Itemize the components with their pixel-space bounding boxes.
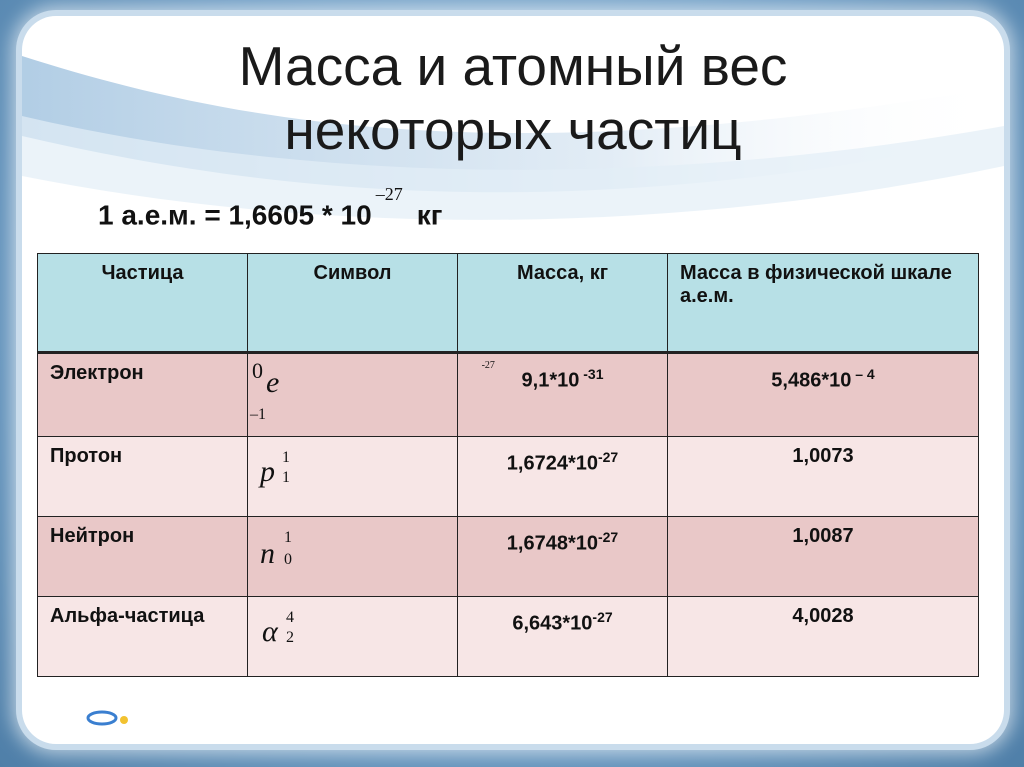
mass-exponent: -27 — [597, 449, 619, 465]
page-title — [22, 34, 1004, 162]
symbol-base: α — [262, 615, 278, 648]
amu-value: 4,0028 — [792, 605, 854, 627]
symbol-superscript: 1 — [284, 529, 292, 546]
symbol-superscript: 0 — [252, 358, 263, 383]
mass-exponent: -31 — [579, 366, 604, 382]
particle-symbol — [248, 353, 495, 437]
table-header-row — [38, 254, 979, 353]
title-line-1: Масса и атомный вес — [238, 35, 788, 97]
slide — [22, 16, 1004, 744]
mass-value: 1,6748*10 — [506, 532, 598, 555]
symbol-subscript: –1 — [250, 406, 266, 423]
symbol-subscript: 1 — [282, 469, 290, 486]
table-row — [38, 437, 979, 517]
header-symbol: Символ — [248, 254, 458, 353]
mass-amu — [668, 517, 979, 597]
particle-name: Электрон — [38, 353, 248, 437]
table-row — [38, 353, 979, 437]
symbol-electron — [250, 358, 300, 423]
table-row — [38, 597, 979, 677]
header-mass-kg: Масса, кг — [458, 254, 668, 353]
mass-exponent: -27 — [592, 609, 613, 625]
table-row — [38, 517, 979, 597]
mass-exponent: -27 — [597, 529, 619, 545]
header-particle: Частица — [38, 254, 248, 353]
particle-symbol — [248, 597, 458, 677]
amu-value: 5,486*10 — [771, 369, 852, 392]
header-mass-amu: Масса в физической шкале а.е.м. — [668, 254, 979, 353]
particle-name: Протон — [38, 437, 248, 517]
symbol-base: e — [266, 366, 280, 399]
symbol-subscript: 2 — [286, 629, 294, 646]
amu-exponent-cell: – 4 — [851, 366, 875, 382]
decorative-logo-icon — [82, 708, 152, 728]
particle-name: Нейтрон — [38, 517, 248, 597]
mass-value: 6,643*10 — [512, 612, 593, 635]
symbol-neutron — [260, 525, 310, 575]
amu-exponent: –27 — [375, 184, 403, 204]
mass-value: 9,1*10 — [521, 369, 580, 392]
mass-kg — [458, 597, 668, 677]
mass-amu — [668, 353, 979, 437]
particle-name: Альфа-частица — [38, 597, 248, 677]
symbol-subscript: 0 — [284, 551, 292, 568]
symbol-base: n — [260, 537, 275, 570]
mass-amu — [668, 437, 979, 517]
title-line-2: некоторых частиц — [284, 99, 742, 161]
stray-exponent: -27 — [481, 360, 495, 371]
mass-kg — [458, 517, 668, 597]
amu-unit: кг — [416, 199, 443, 231]
particles-table — [37, 253, 979, 677]
symbol-superscript: 4 — [286, 609, 294, 626]
amu-value: 1,0087 — [792, 525, 854, 547]
symbol-base: p — [260, 455, 275, 488]
mass-kg — [458, 437, 668, 517]
amu-definition — [98, 184, 443, 231]
symbol-proton — [260, 445, 310, 495]
particle-symbol — [248, 517, 458, 597]
mass-amu — [668, 597, 979, 677]
symbol-superscript: 1 — [282, 449, 290, 466]
amu-text: 1 а.е.м. = 1,6605 * 10 — [98, 199, 372, 231]
symbol-alpha — [260, 605, 310, 655]
particle-symbol — [248, 437, 458, 517]
mass-value: 1,6724*10 — [506, 452, 598, 475]
amu-value: 1,0073 — [792, 445, 854, 467]
